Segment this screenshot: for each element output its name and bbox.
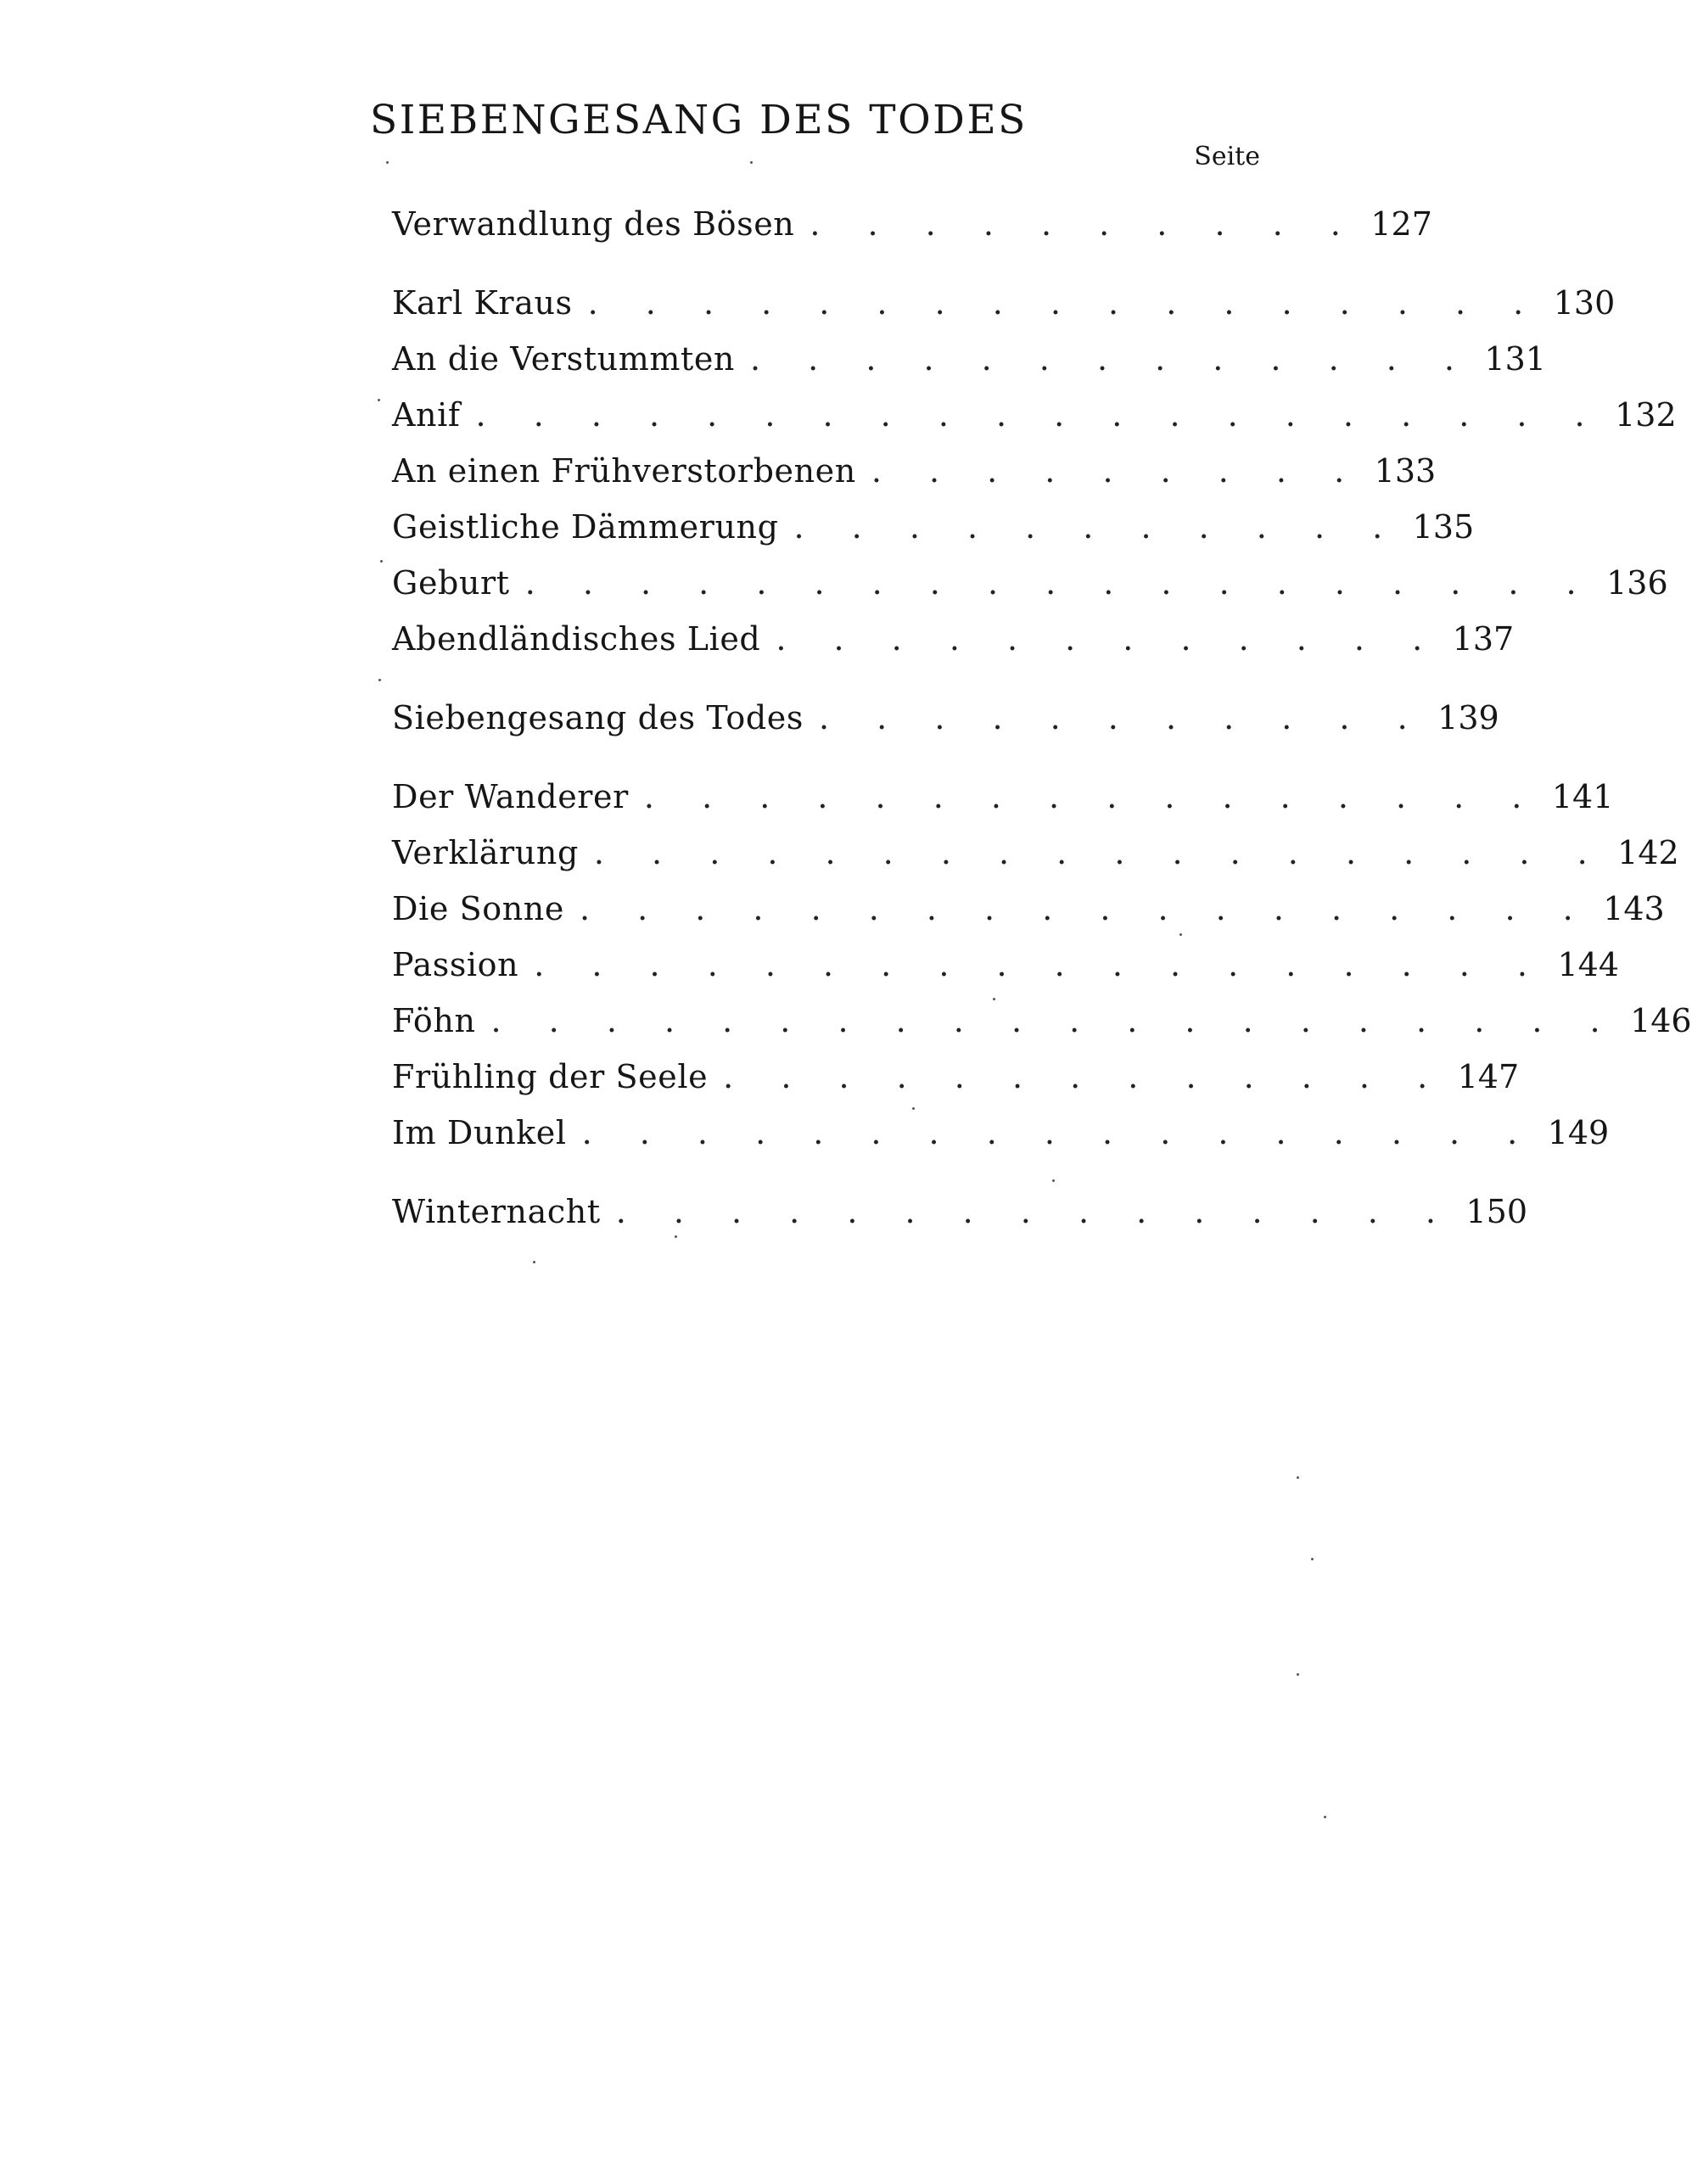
scan-speck <box>675 1235 677 1238</box>
toc-entry <box>392 1112 1610 1153</box>
page-column-label: Seite <box>1194 142 1260 171</box>
toc-entry-page: 150 <box>1465 1193 1527 1230</box>
toc-entry <box>392 888 1665 929</box>
toc-entry <box>392 507 1475 547</box>
toc-entry-page: 135 <box>1412 508 1475 546</box>
scan-speck <box>912 1107 915 1110</box>
toc-entry <box>392 776 1614 817</box>
scan-speck <box>750 161 753 164</box>
toc-entry <box>392 944 1620 985</box>
toc-entry <box>392 339 1546 379</box>
toc-leader-dots: . . . . . . . . . . <box>810 205 1359 243</box>
toc-entry <box>392 451 1437 491</box>
scan-speck <box>1324 1816 1326 1818</box>
toc-entry <box>392 204 1432 244</box>
toc-entry-page: 130 <box>1553 284 1616 322</box>
toc-entry-title: Die Sonne <box>392 890 564 927</box>
toc-entry-title: Verwandlung des Bösen <box>392 205 795 243</box>
toc-leader-dots: . . . . . . . . . . . . . <box>723 1058 1447 1095</box>
toc-entry-title: An die Verstummten <box>392 340 735 378</box>
toc-entry-page: 131 <box>1484 340 1546 378</box>
toc-entry <box>392 1191 1527 1232</box>
toc-entry-title: Im Dunkel <box>392 1114 567 1151</box>
toc-entry-title: Der Wanderer <box>392 778 629 815</box>
toc-entry-title: Geburt <box>392 564 510 602</box>
toc-entry <box>392 283 1616 323</box>
toc-entry-page: 146 <box>1630 1002 1692 1039</box>
toc-leader-dots: . . . . . . . . . <box>871 452 1364 490</box>
scan-speck <box>380 560 383 563</box>
toc-entry-title: Anif <box>392 396 461 434</box>
scan-speck <box>378 679 381 681</box>
toc-leader-dots: . . . . . . . . . . . . . . . . . <box>581 1114 1537 1151</box>
toc-entry-title: Föhn <box>392 1002 476 1039</box>
toc-leader-dots: . . . . . . . . . . . . <box>776 620 1442 658</box>
toc-entry-title: Frühling der Seele <box>392 1058 709 1095</box>
toc-entry <box>392 832 1679 873</box>
toc-leader-dots: . . . . . . . . . . . . . <box>750 340 1473 378</box>
toc-leader-dots: . . . . . . . . . . . . . . . . . . . <box>524 564 1595 602</box>
toc-entry-page: 127 <box>1370 205 1432 243</box>
scan-speck <box>1179 933 1182 936</box>
scan-speck <box>378 399 380 401</box>
toc-entry-title: Siebengesang des Todes <box>392 699 804 736</box>
toc-entry-title: An einen Frühverstorbenen <box>392 452 856 490</box>
scan-speck <box>1297 1673 1299 1676</box>
toc-entry-title: Karl Kraus <box>392 284 573 322</box>
toc-entry-title: Abendländisches Lied <box>392 620 761 658</box>
scan-speck <box>1297 1476 1299 1479</box>
toc-entry-page: 137 <box>1452 620 1515 658</box>
toc-entry-page: 132 <box>1615 396 1677 434</box>
toc-entry-page: 149 <box>1547 1114 1610 1151</box>
toc-leader-dots: . . . . . . . . . . . <box>793 508 1402 546</box>
toc-entry-title: Passion <box>392 946 519 983</box>
toc-entry-page: 139 <box>1437 699 1499 736</box>
toc-entry-page: 144 <box>1557 946 1620 983</box>
toc-entry-page: 141 <box>1551 778 1614 815</box>
toc-entry-title: Winternacht <box>392 1193 601 1230</box>
toc-leader-dots: . . . . . . . . . . . . . . . . <box>643 778 1541 815</box>
scan-speck <box>1052 1179 1055 1182</box>
toc-leader-dots: . . . . . . . . . . . . . . . . . <box>587 284 1543 322</box>
toc-leader-dots: . . . . . . . . . . . <box>819 699 1426 736</box>
toc-entry-page: 142 <box>1617 834 1679 871</box>
toc-leader-dots: . . . . . . . . . . . . . . . . . . <box>579 890 1592 927</box>
toc-entry-title: Geistliche Dämmerung <box>392 508 779 546</box>
toc-leader-dots: . . . . . . . . . . . . . . . . . . <box>593 834 1606 871</box>
toc-entry-page: 143 <box>1603 890 1665 927</box>
section-heading: SIEBENGESANG DES TODES <box>370 97 1028 143</box>
toc-entry <box>392 1056 1520 1097</box>
toc-leader-dots: . . . . . . . . . . . . . . . . . . <box>534 946 1547 983</box>
toc-entry-page: 147 <box>1457 1058 1520 1095</box>
scan-speck <box>386 161 389 164</box>
toc-entry <box>392 619 1515 659</box>
toc-entry <box>392 697 1499 738</box>
toc-leader-dots: . . . . . . . . . . . . . . . . . . . . <box>475 396 1604 434</box>
toc-leader-dots: . . . . . . . . . . . . . . . . . . . . <box>490 1002 1619 1039</box>
toc-entry <box>392 563 1668 603</box>
toc-entry-page: 136 <box>1606 564 1668 602</box>
scan-speck <box>1311 1558 1314 1560</box>
toc-entry <box>392 1000 1692 1041</box>
toc-leader-dots: . . . . . . . . . . . . . . . <box>615 1193 1454 1230</box>
toc-entry-page: 133 <box>1374 452 1437 490</box>
toc-entry <box>392 395 1677 435</box>
scan-speck <box>533 1261 535 1263</box>
scan-speck <box>993 998 995 1000</box>
toc-entry-title: Verklärung <box>392 834 579 871</box>
